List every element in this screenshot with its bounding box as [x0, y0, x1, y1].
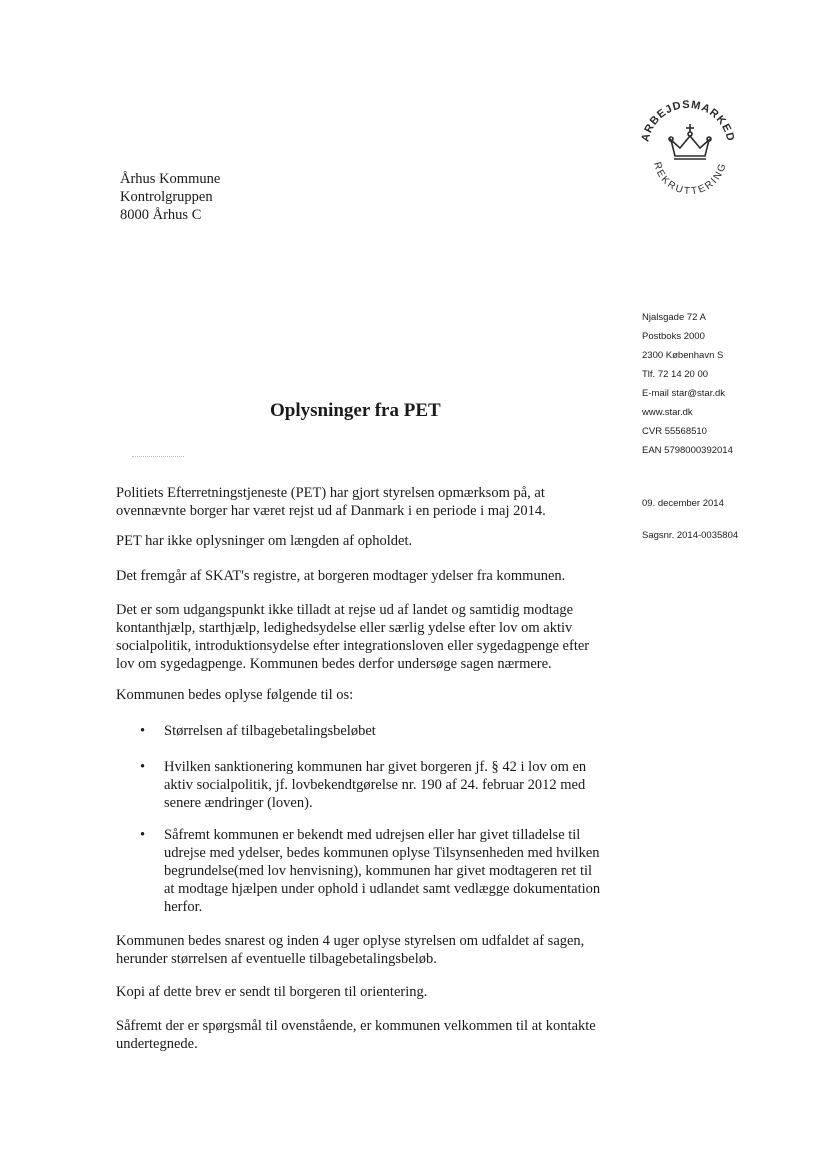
case-number: Sagsnr. 2014-0035804: [642, 530, 739, 541]
addressee-line: 8000 Århus C: [120, 207, 202, 223]
sender-ean: EAN 5798000392014: [642, 445, 733, 456]
text-line: lov om sygedagpenge. Kommunen bedes derfor undersøge sagen nærmere.: [116, 656, 552, 672]
svg-text:ARBEJDSMARKED: [639, 99, 736, 143]
page-title: Oplysninger fra PET: [270, 400, 441, 421]
sender-web: www.star.dk: [642, 407, 693, 418]
svg-text:REKRUTTERING: [651, 161, 729, 196]
text-line: herunder størrelsen af eventuelle tilbagebetalingsbeløb.: [116, 951, 437, 967]
text-line: Det er som udgangspunkt ikke tilladt at rejse ud af landet og samtidig modtage: [116, 602, 574, 618]
bullet-mark: •: [140, 827, 146, 843]
divider: [132, 456, 184, 457]
logo-seal: [634, 96, 742, 196]
paragraph: [116, 1017, 616, 1053]
paragraph: [116, 932, 616, 968]
text-line: Kommunen bedes oplyse følgende til os:: [116, 687, 354, 703]
text-line: udrejse med ydelser, bedes kommunen oplyse Tilsynsenheden med hvilken: [164, 845, 600, 861]
paragraph: [116, 601, 616, 673]
sender-cvr: CVR 55568510: [642, 426, 707, 437]
text-line: undertegnede.: [116, 1036, 198, 1052]
text-line: Kopi af dette brev er sendt til borgeren til orientering.: [116, 984, 428, 1000]
text-line: begrundelse(med lov henvisning), kommunen har givet modtageren ret til: [164, 863, 593, 879]
addressee-block: [120, 170, 220, 224]
text-line: Såfremt der er spørgsmål til ovenstående, er kommunen velkommen til at kontakte: [116, 1018, 596, 1034]
text-line: at modtage hjælpen under ophold i udlandet samt vedlægge dokumentation: [164, 881, 601, 897]
text-line: Det fremgår af SKAT's registre, at borgeren modtager ydelser fra kommunen.: [116, 568, 566, 584]
text-line: ovennævnte borger har været rejst ud af Danmark i en periode i maj 2014.: [116, 503, 546, 519]
letter-date: 09. december 2014: [642, 498, 724, 509]
text-line: Kommunen bedes snarest og inden 4 uger oplyse styrelsen om udfaldet af sagen,: [116, 933, 585, 949]
bullet-mark: •: [140, 759, 146, 775]
text-line: Størrelsen af tilbagebetalingsbeløbet: [164, 723, 376, 739]
sender-email: E-mail star@star.dk: [642, 388, 726, 399]
text-line: socialpolitik, introduktionsydelse efter integrationsloven eller sygedagpenge efter: [116, 638, 590, 654]
sender-street: Njalsgade 72 A: [642, 312, 706, 323]
text-line: kontanthjælp, starthjælp, ledighedsydelse eller særlig ydelse efter lov om aktiv: [116, 620, 573, 636]
paragraph: [116, 532, 616, 550]
sender-city: 2300 København S: [642, 350, 724, 361]
text-line: Hvilken sanktionering kommunen har givet borgeren jf. § 42 i lov om en: [164, 759, 587, 775]
text-line: PET har ikke oplysninger om længden af opholdet.: [116, 533, 413, 549]
paragraph: [116, 983, 616, 1001]
sender-block: [642, 308, 733, 460]
sender-pobox: Postboks 2000: [642, 331, 705, 342]
text-line: herfor.: [164, 899, 203, 915]
text-line: Såfremt kommunen er bekendt med udrejsen eller har givet tilladelse til: [164, 827, 581, 843]
addressee-line: Århus Kommune: [120, 171, 221, 187]
text-line: Politiets Efterretningstjeneste (PET) har gjort styrelsen opmærksom på, at: [116, 485, 545, 501]
addressee-line: Kontrolgruppen: [120, 189, 213, 205]
logo-arc-top: ARBEJDSMARKED: [639, 98, 737, 143]
sender-phone: Tlf. 72 14 20 00: [642, 369, 709, 380]
crown-icon: [669, 124, 711, 159]
paragraph: [116, 686, 616, 704]
logo-arc-bottom: REKRUTTERING: [651, 160, 729, 196]
paragraph: [116, 567, 616, 585]
text-line: senere ændringer (loven).: [164, 795, 313, 811]
bullet-mark: •: [140, 723, 146, 739]
logo: [634, 96, 742, 196]
paragraph: [116, 484, 616, 520]
text-line: aktiv socialpolitik, jf. lovbekendtgørelse nr. 190 af 24. februar 2012 med: [164, 777, 586, 793]
